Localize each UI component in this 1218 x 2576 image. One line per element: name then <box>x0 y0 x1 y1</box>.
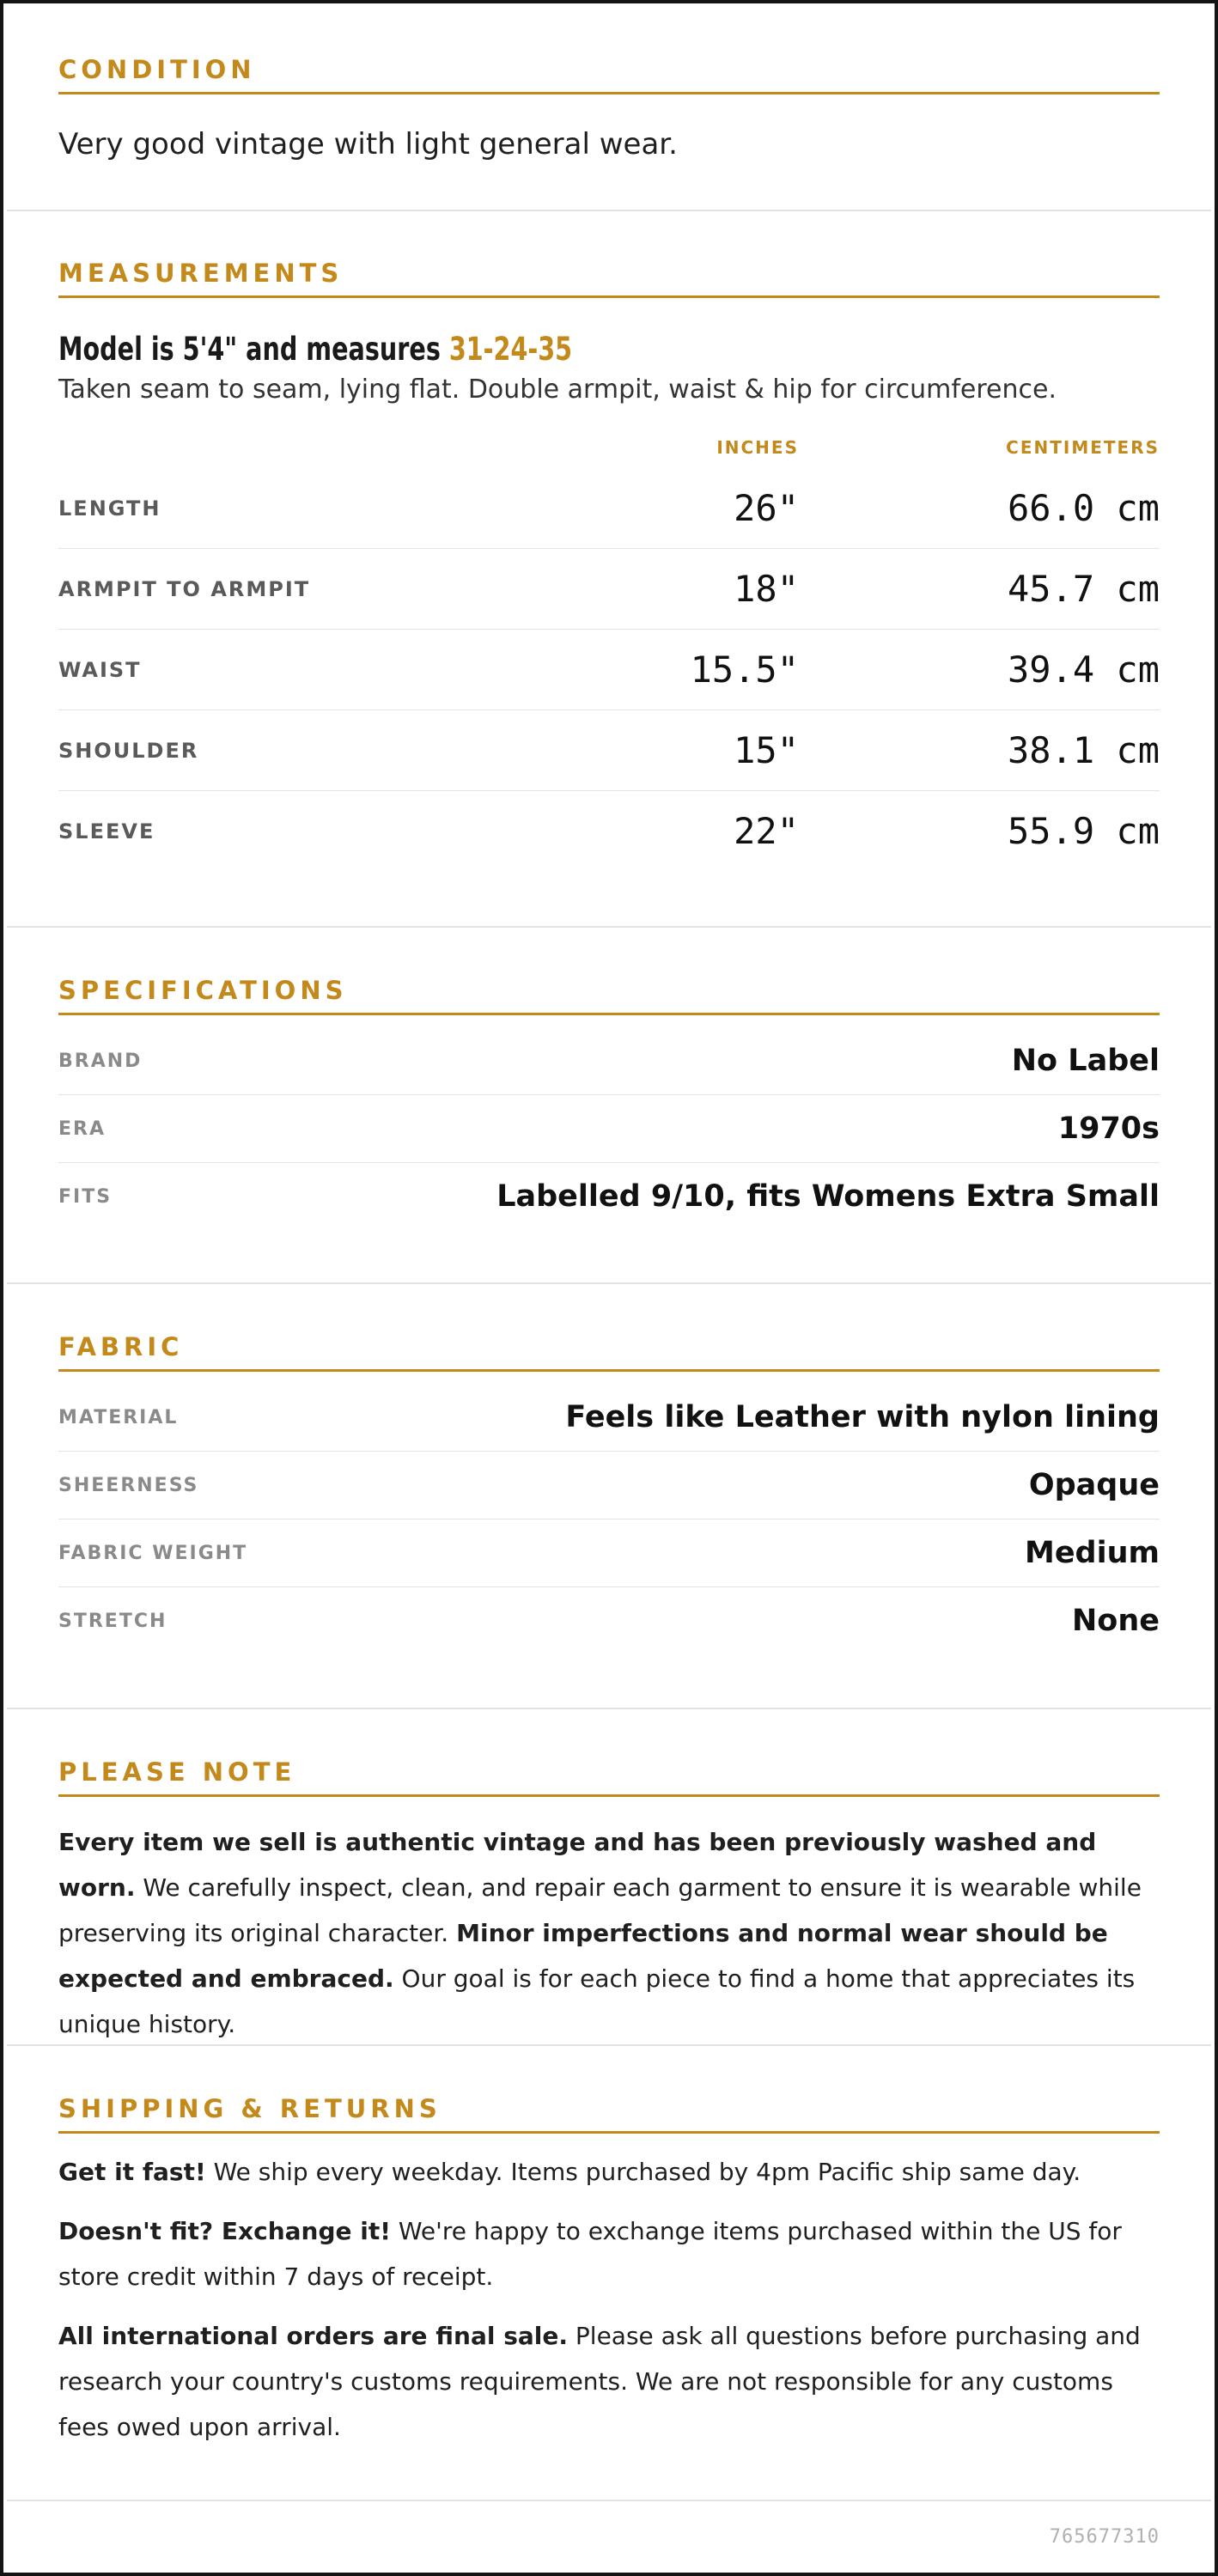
international-policy-text: Please ask all questions before purchasing and research your country's customs requirements. We are not responsible for any customs fees owed upon arrival. <box>58 2322 1141 2441</box>
measurement-inches: 15" <box>734 729 799 771</box>
fabric-row-stretch <box>58 1587 1160 1655</box>
fabric-row-weight <box>58 1519 1160 1587</box>
centimeters-column-header: CENTIMETERS <box>1006 437 1160 458</box>
spec-value: 1970s <box>1057 1111 1160 1146</box>
fabric-label: MATERIAL <box>58 1407 179 1428</box>
spec-value: No Label <box>1011 1044 1160 1078</box>
measurement-inches: 22" <box>734 810 799 852</box>
fabric-heading: FABRIC <box>58 1322 1160 1372</box>
fabric-row-sheerness <box>58 1452 1160 1519</box>
spec-row-fits <box>58 1163 1160 1231</box>
section-divider <box>7 1282 1211 1284</box>
authenticity-note <box>58 1819 1160 2047</box>
inches-column-header: INCHES <box>716 437 799 458</box>
measurement-inches: 15.5" <box>690 649 799 691</box>
authenticity-note-bold-1: Every item we sell is authentic vintage and has been previously washed and worn. <box>58 1828 1097 1902</box>
model-measures <box>58 329 1006 370</box>
measurements-section <box>7 248 1211 872</box>
exchange-policy-paragraph <box>58 2208 1160 2299</box>
authenticity-note-bold-2: Minor imperfections and normal wear should be expected and embraced. <box>58 1919 1108 1993</box>
spec-row-brand <box>58 1027 1160 1095</box>
measurement-cm: 38.1 cm <box>1007 729 1160 771</box>
specifications-section <box>7 965 1211 1231</box>
international-policy-bold: All international orders are final sale. <box>58 2322 569 2350</box>
measurement-row-shoulder <box>58 710 1160 791</box>
spec-value: Labelled 9/10, fits Womens Extra Small <box>496 1179 1160 1214</box>
spec-label: ERA <box>58 1118 106 1140</box>
please-note-section <box>7 1747 1211 2047</box>
specifications-list <box>58 1027 1160 1231</box>
model-measures-prefix: Model is 5'4" and measures <box>58 331 449 368</box>
shipping-returns-section <box>7 2084 1211 2450</box>
authenticity-note-text-2: Our goal is for each piece to find a home that appreciates its unique history. <box>58 1964 1136 2038</box>
fabric-label: FABRIC WEIGHT <box>58 1543 248 1564</box>
exchange-policy-bold: Doesn't fit? Exchange it! <box>58 2217 391 2245</box>
section-divider <box>7 2500 1211 2501</box>
fabric-value: Opaque <box>1028 1468 1160 1502</box>
section-divider <box>7 2044 1211 2046</box>
please-note-heading: PLEASE NOTE <box>58 1747 1160 1797</box>
measurement-row-waist <box>58 630 1160 710</box>
condition-heading: CONDITION <box>58 45 1160 94</box>
fabric-section <box>7 1322 1211 1655</box>
spec-label: FITS <box>58 1186 113 1208</box>
spec-row-era <box>58 1095 1160 1163</box>
section-divider <box>7 210 1211 211</box>
measurement-label: LENGTH <box>58 496 161 521</box>
measurement-label: ARMPIT TO ARMPIT <box>58 577 311 601</box>
measurements-table <box>58 468 1160 872</box>
fabric-label: SHEERNESS <box>58 1475 199 1496</box>
measurement-cm: 55.9 cm <box>1007 810 1160 852</box>
measurement-cm: 39.4 cm <box>1007 649 1160 691</box>
measurement-row-length <box>58 468 1160 549</box>
shipping-speed-bold: Get it fast! <box>58 2158 206 2186</box>
fabric-row-material <box>58 1384 1160 1452</box>
specifications-heading: SPECIFICATIONS <box>58 965 1160 1015</box>
measurement-row-armpit <box>58 549 1160 630</box>
shipping-returns-heading: SHIPPING & RETURNS <box>58 2084 1160 2134</box>
measurement-method-note: Taken seam to seam, lying flat. Double armpit, waist & hip for circumference. <box>58 375 1057 405</box>
measurement-row-sleeve <box>58 791 1160 872</box>
condition-section <box>7 45 1211 163</box>
fabric-value: Feels like Leather with nylon lining <box>565 1400 1160 1434</box>
measurement-inches: 18" <box>734 568 799 610</box>
shipping-speed-text: We ship every weekday. Items purchased by 4pm Pacific ship same day. <box>205 2158 1081 2186</box>
spec-label: BRAND <box>58 1050 143 1072</box>
fabric-list <box>58 1384 1160 1655</box>
section-divider <box>7 1708 1211 1709</box>
international-policy-paragraph <box>58 2313 1160 2450</box>
measurement-inches: 26" <box>734 487 799 529</box>
shipping-speed-paragraph <box>58 2149 1160 2195</box>
measurement-column-headers <box>58 437 1160 468</box>
measurement-cm: 45.7 cm <box>1007 568 1160 610</box>
measurement-label: SLEEVE <box>58 819 155 843</box>
fabric-label: STRETCH <box>58 1611 167 1632</box>
authenticity-note-text-1: We carefully inspect, clean, and repair each garment to ensure it is wearable while preserving its original character. <box>58 1873 1142 1947</box>
fabric-value: Medium <box>1024 1536 1160 1570</box>
model-measures-value: 31-24-35 <box>448 331 573 368</box>
condition-text: Very good vintage with light general wear. <box>58 127 678 161</box>
measurements-heading: MEASUREMENTS <box>58 248 1160 298</box>
item-id: 765677310 <box>1049 2526 1160 2548</box>
exchange-policy-text: We're happy to exchange items purchased within the US for store credit within 7 days of receipt. <box>58 2217 1122 2291</box>
measurement-label: WAIST <box>58 658 142 682</box>
measurement-label: SHOULDER <box>58 739 199 763</box>
section-divider <box>7 926 1211 928</box>
fabric-value: None <box>1072 1604 1160 1638</box>
measurement-cm: 66.0 cm <box>1007 487 1160 529</box>
